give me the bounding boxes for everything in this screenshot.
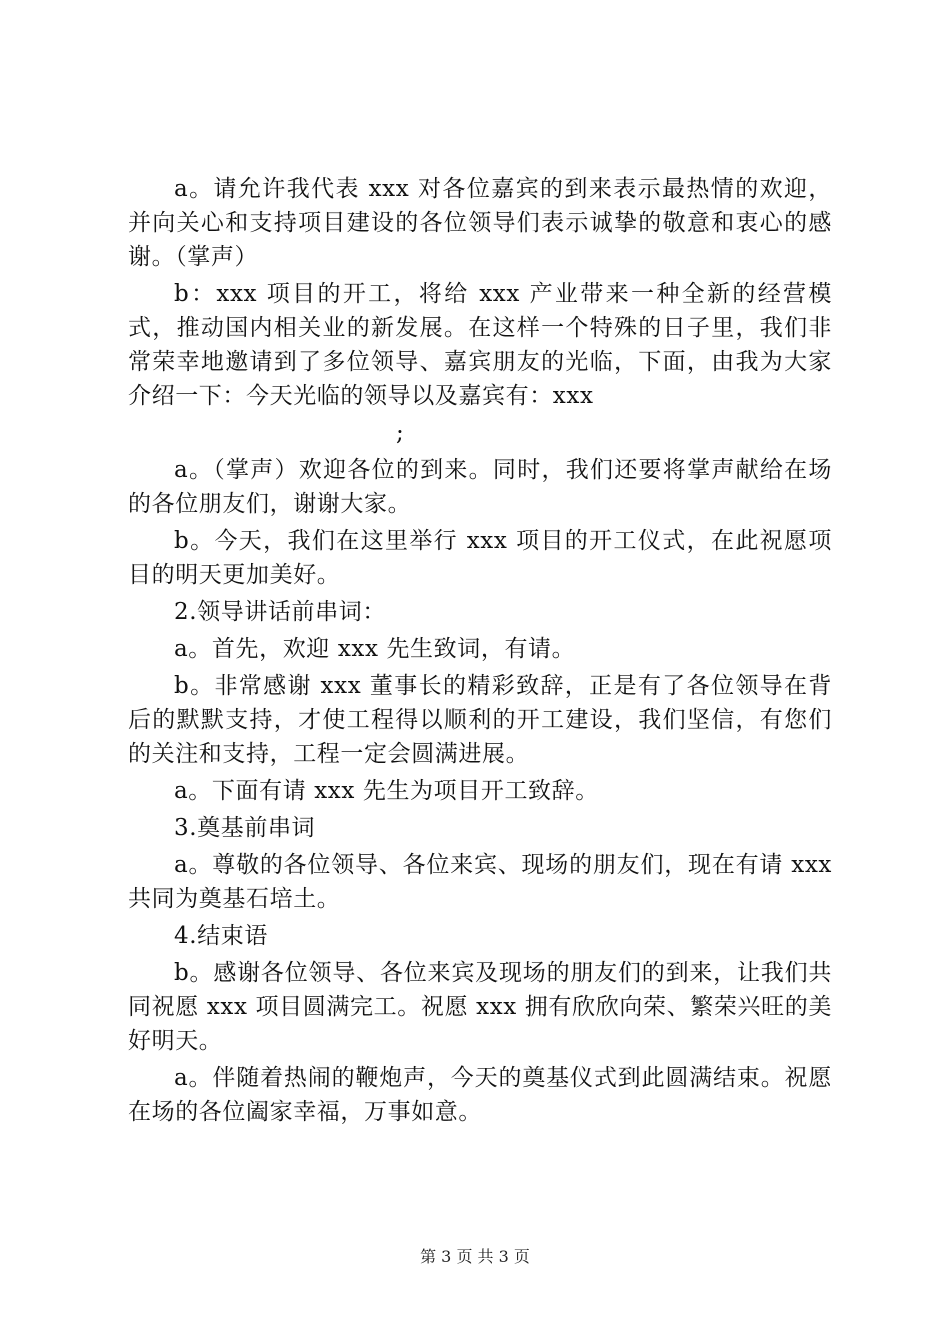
paragraph-next-speaker: a。下面有请 xxx 先生为项目开工致辞。 [174, 778, 599, 804]
paragraph-applause: a。（掌声）欢迎各位的到来。同时，我们还要将掌声献给在场的各位朋友们，谢谢大家。 [128, 457, 832, 517]
section-heading-foundation: 3.奠基前串词 [174, 815, 316, 841]
section-heading-closing: 4.结束语 [174, 923, 268, 949]
page-number-footer: 第 3 页 共 3 页 [420, 1247, 530, 1266]
paragraph-chairman-thanks: b。非常感谢 xxx 董事长的精彩致辞，正是有了各位领导在背后的默默支持，才使工程得以顺利的开工建设，我们坚信，有您们的关注和支持，工程一定会圆满进展。 [128, 673, 832, 767]
paragraph-closing-thanks: b。感谢各位领导、各位来宾及现场的朋友们的到来，让我们共同祝愿 xxx 项目圆满完工。祝愿 xxx 拥有欣欣向荣、繁荣兴旺的美好明天。 [128, 960, 832, 1054]
document-body [128, 172, 832, 1132]
section-heading-leader-speech: 2.领导讲话前串词： [174, 599, 386, 625]
paragraph-closing-wish: a。伴随着热闹的鞭炮声，今天的奠基仪式到此圆满结束。祝愿在场的各位阖家幸福，万事如意。 [128, 1065, 832, 1125]
paragraph-introduction: b：xxx 项目的开工，将给 xxx 产业带来一种全新的经营模式，推动国内相关业的新发展。在这样一个特殊的日子里，我们非常荣幸地邀请到了多位领导、嘉宾朋友的光临，下面，由我为大家介绍一下：今天光临的领导以及嘉宾有：xxx [128, 281, 832, 409]
paragraph-foundation-stone: a。尊敬的各位领导、各位来宾、现场的朋友们，现在有请 xxx 共同为奠基石培土。 [128, 852, 832, 912]
paragraph-semicolon: ; [396, 420, 404, 446]
paragraph-first-speech: a。首先，欢迎 xxx 先生致词，有请。 [174, 636, 576, 662]
paragraph-ceremony-wish: b。今天，我们在这里举行 xxx 项目的开工仪式，在此祝愿项目的明天更加美好。 [128, 528, 832, 588]
paragraph-welcome: a。请允许我代表 xxx 对各位嘉宾的到来表示最热情的欢迎，并向关心和支持项目建设的各位领导们表示诚挚的敬意和衷心的感谢。（掌声） [128, 176, 832, 270]
